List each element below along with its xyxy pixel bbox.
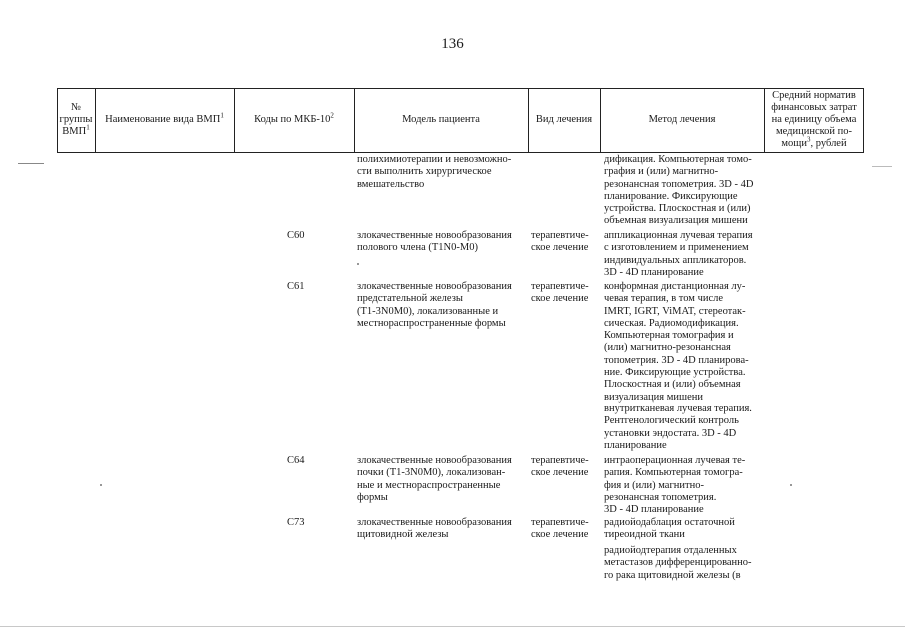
treatment-method-cell: радиойодаблация остаточной тиреоидной ткани [604, 517, 735, 541]
scan-artifact [0, 626, 905, 627]
header-treatment-method: Метод лечения [648, 114, 716, 125]
treatment-type-cell: терапевтиче- ское лечение [531, 230, 589, 254]
scan-artifact [872, 166, 892, 167]
header-treatment-type: Вид лечения [535, 114, 593, 125]
header-divider [764, 88, 765, 152]
scan-artifact [18, 163, 44, 164]
scan-artifact [790, 484, 792, 486]
scan-artifact [100, 484, 102, 486]
treatment-type-cell: терапевтиче- ское лечение [531, 455, 589, 479]
header-divider [863, 88, 864, 152]
patient-model-cell: злокачественные новообразования полового члена (T1N0-M0) [357, 230, 512, 254]
patient-model-cell: злокачественные новообразования щитовидной железы [357, 517, 512, 541]
page-number: 136 [441, 36, 464, 52]
treatment-method-cell: интраоперационная лучевая те- рапия. Компьютерная томогра- фия и (или) магнитно- резонансная топометрия. 3D - 4D планирование [604, 455, 746, 516]
icd-code-cell: С60 [287, 230, 305, 241]
patient-model-cell: злокачественные новообразования почки (T1-3N0M0), локализован- ные и местнораспространенные формы [357, 455, 512, 503]
treatment-method-cell: аппликационная лучевая терапия с изготовлением и применением индивидуальных аппликаторов. 3D - 4D планирование [604, 230, 753, 278]
scan-artifact [357, 263, 359, 265]
treatment-method-cell: радиойодтерапия отдаленных метастазов дифференцированно- го рака щитовидной железы (в [604, 545, 752, 581]
header-icd-codes: Коды по МКБ-$10^2$ [254, 111, 334, 125]
icd-code-cell: С64 [287, 455, 305, 466]
icd-code-cell: С61 [287, 281, 305, 292]
patient-model-cell: полихимиотерапии и невозможно- сти выполнить хирургическое вмешательство [357, 154, 512, 190]
icd-code-cell: С73 [287, 517, 305, 528]
header-vmp-name: Наименование вида ВМП$^1$ [105, 111, 224, 125]
header-patient-model: Модель пациента [402, 114, 480, 125]
treatment-method-cell: дификация. Компьютерная томо- графия и (или) магнитно- резонансная топометрия. 3D - 4D планирование. Фиксирующие устройства. Плоскостная и (или) объемная визуализация мишени [604, 154, 754, 227]
treatment-type-cell: терапевтиче- ское лечение [531, 517, 589, 541]
treatment-method-cell: конформная дистанционная лу- чевая терапия, в том числе IMRT, IGRT, ViMAT, стереотак- сическая. Радиомодификация. Компьютерная томография и (или) магнитно-резонансная топометрия. 3D - 4D планирова- ние. Фиксирующие устройства. Плоскостная и (или) объемная визуализация мишени [604, 281, 749, 403]
treatment-type-cell: терапевтиче- ское лечение [531, 281, 589, 305]
treatment-method-cell: внутритканевая лучевая терапия. Рентгенологический контроль установки эндостата. 3D - 4D планирование [604, 403, 752, 451]
header-group-no: № группы ВМП$^1$ [59, 102, 93, 137]
header-bottom-border [57, 152, 864, 153]
patient-model-cell: злокачественные новообразования предстательной железы (T1-3N0M0), локализованные и местнораспространенные формы [357, 281, 512, 329]
header-cost-norm: Средний норматив финансовых затрат на единицу объема медицинской по-мощи$^3$, рублей [771, 90, 857, 149]
